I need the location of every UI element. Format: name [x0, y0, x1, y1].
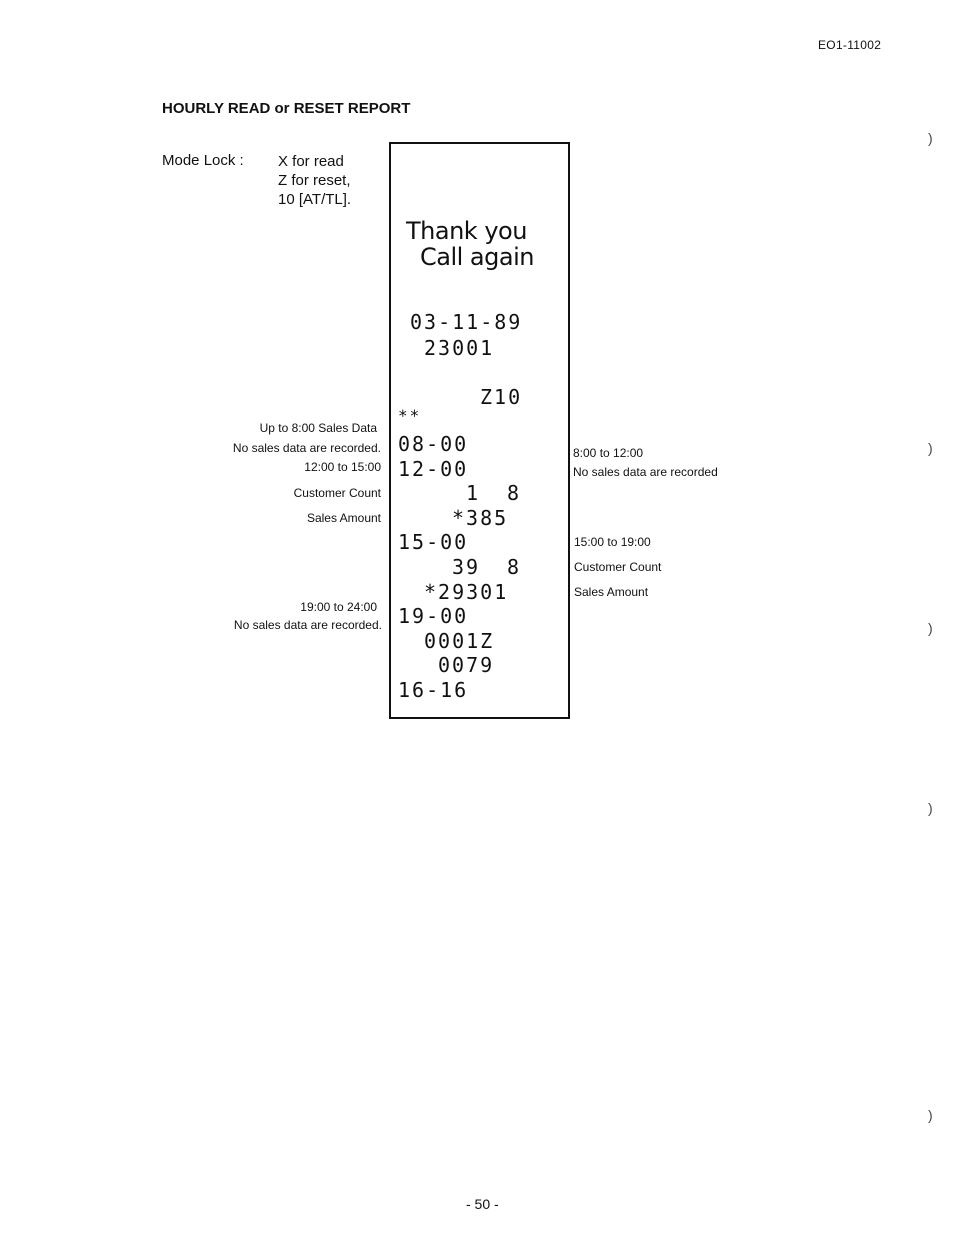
receipt-mode: Z10: [480, 385, 523, 409]
receipt-customer-count-2: 39: [452, 555, 481, 579]
receipt-greeting: [406, 218, 534, 270]
margin-mark: ): [928, 440, 933, 456]
annotation-range-15-19: 15:00 to 19:00: [574, 535, 651, 549]
receipt-cc-marker-2: 8: [507, 555, 522, 579]
receipt-register: 23001: [424, 336, 495, 360]
receipt-slot-08: 08-00: [398, 432, 469, 456]
page-number: - 50 -: [466, 1196, 499, 1212]
margin-mark: ): [928, 620, 933, 636]
receipt-customer-count-1: 1: [466, 481, 481, 505]
mode-lock-label: Mode Lock :: [162, 152, 244, 169]
receipt-cc-marker-1: 8: [507, 481, 522, 505]
receipt-date: 03-11-89: [410, 310, 523, 334]
receipt-time: 16-16: [398, 678, 469, 702]
annotation-customer-count-right: Customer Count: [574, 560, 662, 574]
annotation-range-19-24: 19:00 to 24:00: [300, 600, 377, 614]
annotation-range-12-15: 12:00 to 15:00: [304, 460, 381, 474]
receipt-slot-15: 15-00: [398, 530, 469, 554]
margin-mark: ): [928, 130, 933, 146]
margin-mark: ): [928, 1107, 933, 1123]
receipt-clerk-no: 0079: [438, 653, 495, 677]
receipt-stars: **: [398, 406, 422, 425]
receipt-sales-amount-1: *385: [452, 506, 509, 530]
mode-lock-instructions: [278, 152, 351, 209]
greeting-line-2: Call again: [420, 243, 534, 271]
margin-mark: ): [928, 800, 933, 816]
receipt-consecutive-no: 0001Z: [424, 629, 495, 653]
section-title: HOURLY READ or RESET REPORT: [162, 100, 411, 117]
mode-line-reset: Z for reset,: [278, 172, 351, 189]
annotation-no-sales-8-12: No sales data are recorded: [573, 465, 718, 479]
annotation-sales-amount-left: Sales Amount: [306, 511, 381, 525]
document-code: EO1-11002: [818, 38, 882, 52]
receipt-sales-amount-2: *29301: [424, 580, 509, 604]
annotation-sales-amount-right: Sales Amount: [574, 585, 649, 599]
greeting-line-1: Thank you: [406, 217, 527, 245]
annotation-range-8-12: 8:00 to 12:00: [573, 446, 644, 460]
annotation-up-to-8: Up to 8:00 Sales Data: [259, 421, 377, 435]
mode-line-key: 10 [AT/TL].: [278, 191, 352, 208]
receipt-slot-19: 19-00: [398, 604, 469, 628]
annotation-customer-count-left: Customer Count: [293, 486, 381, 500]
annotation-no-sales-before-8: No sales data are recorded.: [232, 441, 381, 455]
receipt-slot-12: 12-00: [398, 457, 469, 481]
annotation-no-sales-after-19: No sales data are recorded.: [233, 618, 382, 632]
mode-line-read: X for read: [278, 153, 344, 170]
